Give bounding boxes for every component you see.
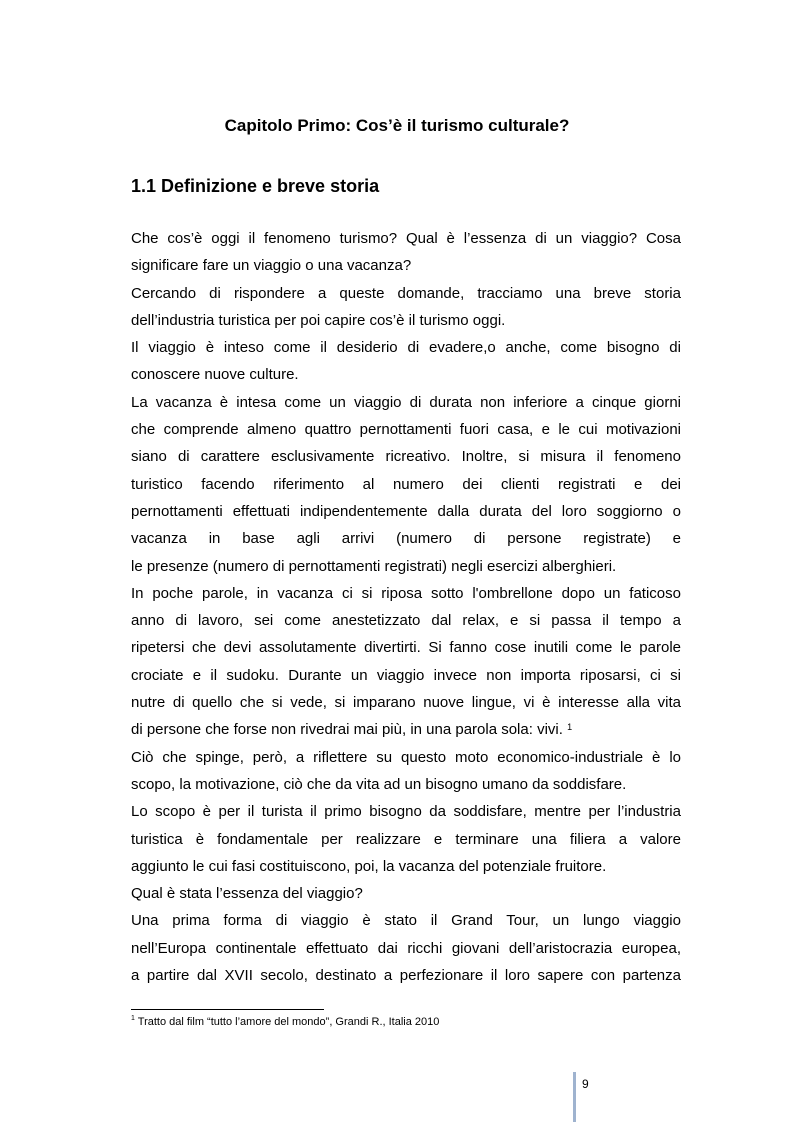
body-line-text: di persone che forse non rivedrai mai più, in una parola sola: vivi. bbox=[131, 721, 563, 739]
body-line bbox=[131, 252, 681, 279]
body-line-text: Qual è stata l’essenza del viaggio? bbox=[131, 885, 363, 903]
body-line-text: anno di lavoro, sei come anestetizzato dal relax, e si passa il tempo a bbox=[131, 612, 681, 630]
body-line-text: aggiunto le cui fasi costituiscono, poi, la vacanza del potenziale fruitore. bbox=[131, 857, 607, 875]
body-line bbox=[131, 280, 681, 307]
body-text bbox=[131, 225, 681, 989]
body-line bbox=[131, 634, 681, 661]
body-line-text: Lo scopo è per il turista il primo bisogno da soddisfare, mentre per l’industria bbox=[131, 803, 681, 821]
body-line bbox=[131, 225, 681, 252]
body-line-text: turistica è fondamentale per realizzare e terminare una filiera a valore bbox=[131, 830, 681, 848]
footnote-divider bbox=[131, 1009, 324, 1010]
body-line bbox=[131, 880, 681, 907]
body-line bbox=[131, 498, 681, 525]
body-line-text: le presenze (numero di pernottamenti registrati) negli esercizi alberghieri. bbox=[131, 557, 617, 575]
body-line-text: pernottamenti effettuati indipendentemente dalla durata del loro soggiorno o bbox=[131, 502, 681, 520]
body-line-text: Cercando di rispondere a queste domande, tracciamo una breve storia bbox=[131, 284, 681, 302]
body-line-text: nell’Europa continentale effettuato dai ricchi giovani dell’aristocrazia europea, bbox=[131, 939, 681, 957]
footnote-marker: 1 bbox=[131, 1015, 135, 1022]
body-line bbox=[131, 935, 681, 962]
body-line bbox=[131, 689, 681, 716]
body-line bbox=[131, 580, 681, 607]
body-line bbox=[131, 907, 681, 934]
body-line bbox=[131, 443, 681, 470]
section-title: 1.1 Definizione e breve storia bbox=[131, 176, 380, 196]
body-line bbox=[131, 607, 681, 634]
body-line bbox=[131, 771, 681, 798]
body-line-text: significare fare un viaggio o una vacanza? bbox=[131, 257, 412, 275]
body-line-text: a partire dal XVII secolo, destinato a perfezionare il loro sapere con partenza bbox=[131, 967, 681, 985]
body-line-text: siano di carattere esclusivamente ricreativo. Inoltre, si misura il fenomeno bbox=[131, 448, 681, 466]
page-number: 9 bbox=[582, 1077, 589, 1091]
body-line bbox=[131, 361, 681, 388]
body-line bbox=[131, 471, 681, 498]
body-line-text: vacanza in base agli arrivi (numero di persone registrate) e bbox=[131, 530, 681, 548]
body-line-text: dell’industria turistica per poi capire cos’è il turismo oggi. bbox=[131, 311, 506, 329]
body-line bbox=[131, 853, 681, 880]
body-line bbox=[131, 662, 681, 689]
body-line-text: crociate e il sudoku. Durante un viaggio invece non importa riposarsi, ci si bbox=[131, 666, 681, 684]
body-line-text: ripetersi che devi assolutamente divertirti. Si fanno cose inutili come le parole bbox=[131, 639, 681, 657]
body-line-text: In poche parole, in vacanza ci si riposa sotto l'ombrellone dopo un faticoso bbox=[131, 584, 681, 602]
body-line bbox=[131, 744, 681, 771]
body-line-text: La vacanza è intesa come un viaggio di durata non inferiore a cinque giorni bbox=[131, 393, 681, 411]
body-line-text: Che cos’è oggi il fenomeno turismo? Qual è l’essenza di un viaggio? Cosa bbox=[131, 230, 681, 247]
body-line-text: Il viaggio è inteso come il desiderio di evadere,o anche, come bisogno di bbox=[131, 339, 681, 357]
body-line bbox=[131, 798, 681, 825]
body-line-text: conoscere nuove culture. bbox=[131, 366, 299, 384]
body-line bbox=[131, 525, 681, 552]
body-line bbox=[131, 962, 681, 989]
body-line bbox=[131, 307, 681, 334]
body-line-text: che comprende almeno quattro pernottamenti fuori casa, e le cui motivazioni bbox=[131, 421, 681, 439]
footnote-reference: 1 bbox=[567, 722, 573, 733]
body-line-text: nutre di quello che si vede, si imparano nuove lingue, vi è interesse alla vita bbox=[131, 694, 681, 712]
body-line-text: Una prima forma di viaggio è stato il Grand Tour, un lungo viaggio bbox=[131, 912, 681, 930]
body-line bbox=[131, 553, 681, 580]
page-number-rule bbox=[573, 1072, 576, 1122]
body-line bbox=[131, 416, 681, 443]
body-line bbox=[131, 334, 681, 361]
body-line bbox=[131, 826, 681, 853]
chapter-title: Capitolo Primo: Cos’è il turismo culturale? bbox=[224, 116, 570, 135]
footnote bbox=[131, 1016, 439, 1028]
body-line-text: scopo, la motivazione, ciò che da vita ad un bisogno umano da soddisfare. bbox=[131, 775, 627, 793]
body-line bbox=[131, 389, 681, 416]
footnote-text: Tratto dal film “tutto l’amore del mondo”, Grandi R., Italia 2010 bbox=[134, 1016, 440, 1028]
body-line-text: turistico facendo riferimento al numero dei clienti registrati e dei bbox=[131, 475, 681, 493]
body-line bbox=[131, 716, 681, 743]
body-line-text: Ciò che spinge, però, a riflettere su questo moto economico-industriale è lo bbox=[131, 748, 681, 766]
